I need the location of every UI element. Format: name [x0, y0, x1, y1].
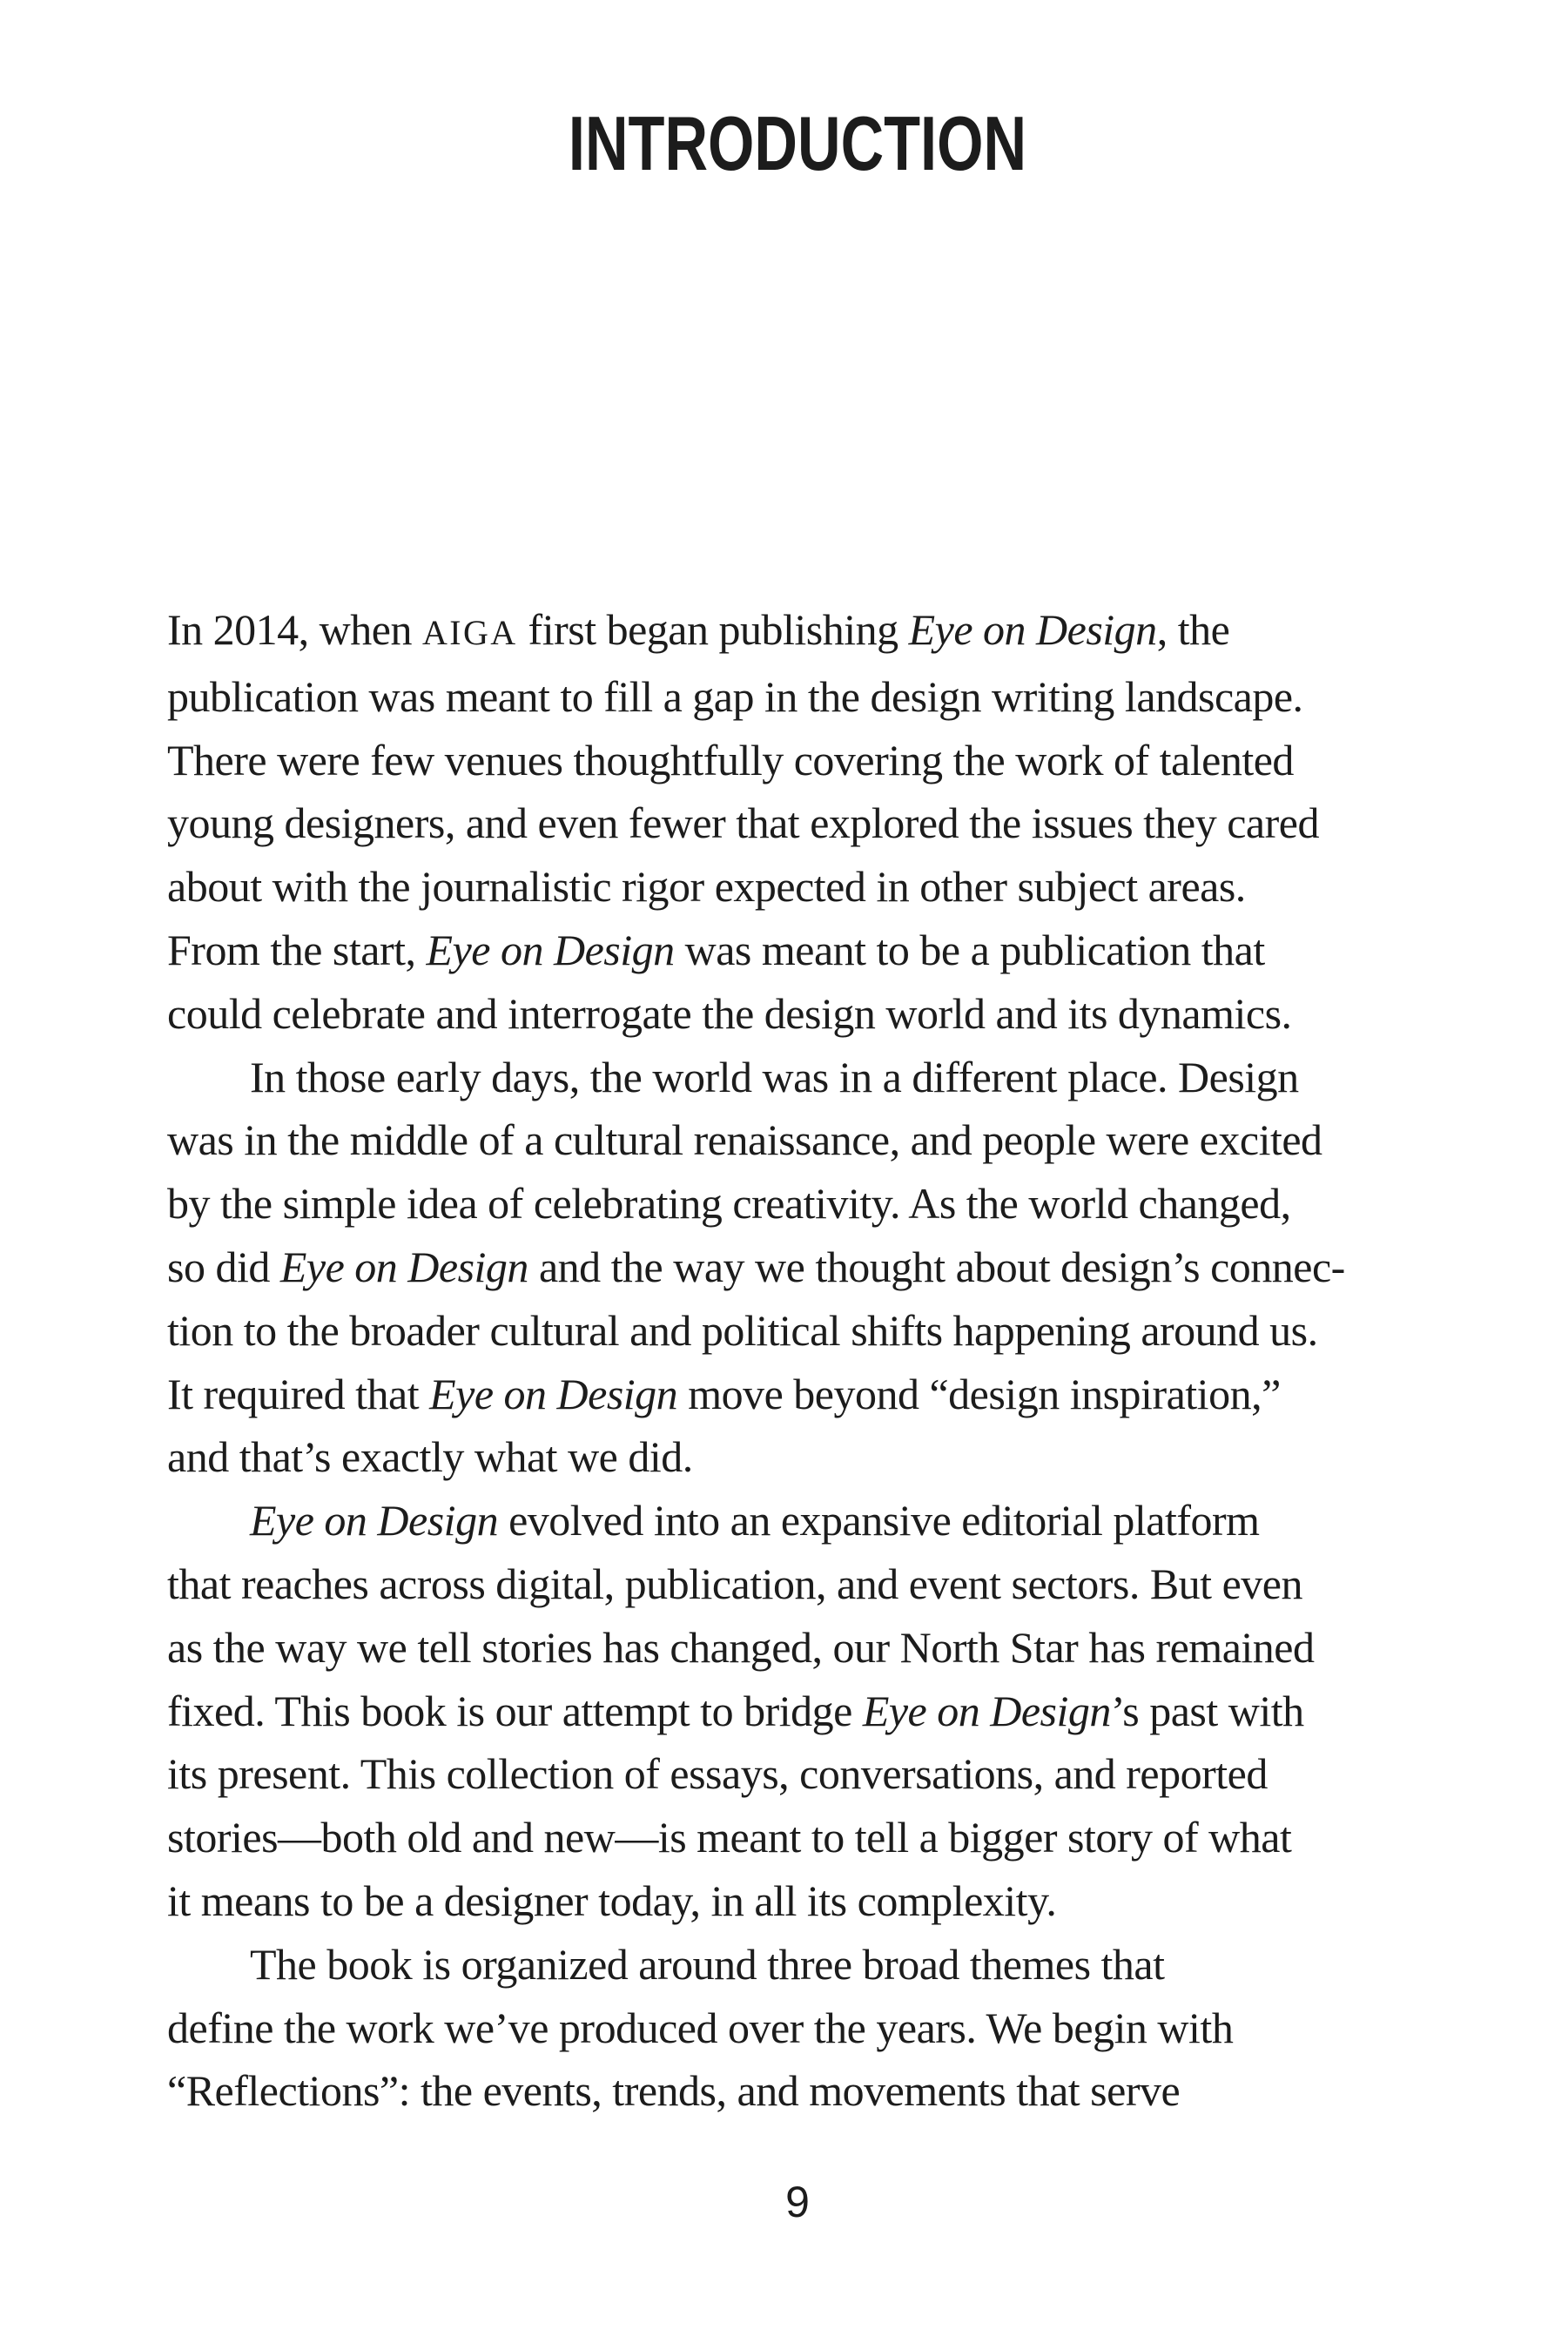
- text-segment: tion to the broader cultural and political shifts happening around us.: [167, 1305, 1318, 1355]
- text-line: [167, 1489, 1428, 1552]
- text-segment: so did: [167, 1242, 280, 1291]
- text-line: [167, 1363, 1428, 1426]
- text-segment: that reaches across digital, publication, and event sectors. But even: [167, 1559, 1302, 1608]
- text-line: [167, 1425, 1428, 1489]
- text-segment: first began publishing: [517, 605, 909, 654]
- text-line: [167, 982, 1428, 1046]
- text-segment: It required that: [167, 1369, 430, 1418]
- page-title: INTRODUCTION: [568, 100, 1027, 186]
- text-segment: fixed. This book is our attempt to bridge: [167, 1686, 863, 1735]
- italic-text: Eye on Design: [250, 1496, 499, 1545]
- text-line: [167, 2059, 1428, 2123]
- text-segment: publication was meant to fill a gap in the design writing landscape.: [167, 671, 1303, 721]
- text-segment: From the start,: [167, 925, 427, 974]
- text-line: [167, 1172, 1428, 1236]
- text-segment: There were few venues thoughtfully covering the work of talented: [167, 735, 1294, 784]
- text-line: [167, 1933, 1428, 1996]
- smallcaps-text: AIGA: [421, 613, 518, 652]
- italic-text: Eye on Design: [908, 605, 1157, 654]
- text-line: [167, 1996, 1428, 2060]
- text-line: [167, 1680, 1428, 1743]
- italic-text: Eye on Design: [279, 1242, 528, 1291]
- text-segment: In those early days, the world was in a different place. Design: [250, 1052, 1299, 1101]
- text-segment: In 2014, when: [167, 605, 422, 654]
- text-segment: stories—both old and new—is meant to tell a bigger story of what: [167, 1813, 1292, 1862]
- text-segment: and the way we thought about design’s connec-: [528, 1242, 1345, 1291]
- text-line: [167, 1552, 1428, 1616]
- body-text: [167, 598, 1428, 2123]
- text-segment: ’s past with: [1110, 1686, 1304, 1735]
- text-line: [167, 729, 1428, 792]
- text-segment: The book is organized around three broad themes that: [250, 1939, 1165, 1989]
- text-segment: about with the journalistic rigor expected in other subject areas.: [167, 862, 1246, 912]
- text-line: [167, 919, 1428, 982]
- text-segment: was meant to be a publication that: [674, 925, 1265, 974]
- text-segment: “Reflections”: the events, trends, and movements that serve: [167, 2066, 1181, 2116]
- text-segment: by the simple idea of celebrating creativity. As the world changed,: [167, 1179, 1291, 1229]
- text-line: [167, 1742, 1428, 1806]
- text-line: [167, 598, 1428, 665]
- page-number: 9: [785, 2178, 810, 2226]
- text-segment: and that’s exactly what we did.: [167, 1432, 693, 1482]
- text-line: [167, 1299, 1428, 1363]
- text-segment: move beyond “design inspiration,”: [677, 1369, 1281, 1418]
- text-segment: its present. This collection of essays, conversations, and reported: [167, 1749, 1268, 1799]
- text-line: [167, 855, 1428, 919]
- text-line: [167, 791, 1428, 855]
- text-segment: , the: [1156, 605, 1230, 654]
- text-line: [167, 1236, 1428, 1299]
- text-line: [167, 1046, 1428, 1109]
- text-line: [167, 1616, 1428, 1680]
- text-segment: evolved into an expansive editorial platform: [498, 1496, 1260, 1545]
- text-segment: was in the middle of a cultural renaissance, and people were excited: [167, 1115, 1322, 1165]
- text-segment: could celebrate and interrogate the design world and its dynamics.: [167, 988, 1292, 1038]
- italic-text: Eye on Design: [426, 925, 675, 974]
- text-line: [167, 1108, 1428, 1172]
- italic-text: Eye on Design: [429, 1369, 678, 1418]
- text-line: [167, 1806, 1428, 1869]
- text-line: [167, 1869, 1428, 1933]
- text-segment: young designers, and even fewer that explored the issues they cared: [167, 798, 1319, 848]
- text-line: [167, 665, 1428, 729]
- text-segment: as the way we tell stories has changed, our North Star has remained: [167, 1622, 1315, 1672]
- italic-text: Eye on Design: [862, 1686, 1111, 1735]
- text-segment: it means to be a designer today, in all its complexity.: [167, 1875, 1057, 1925]
- text-segment: define the work we’ve produced over the years. We begin with: [167, 2003, 1234, 2052]
